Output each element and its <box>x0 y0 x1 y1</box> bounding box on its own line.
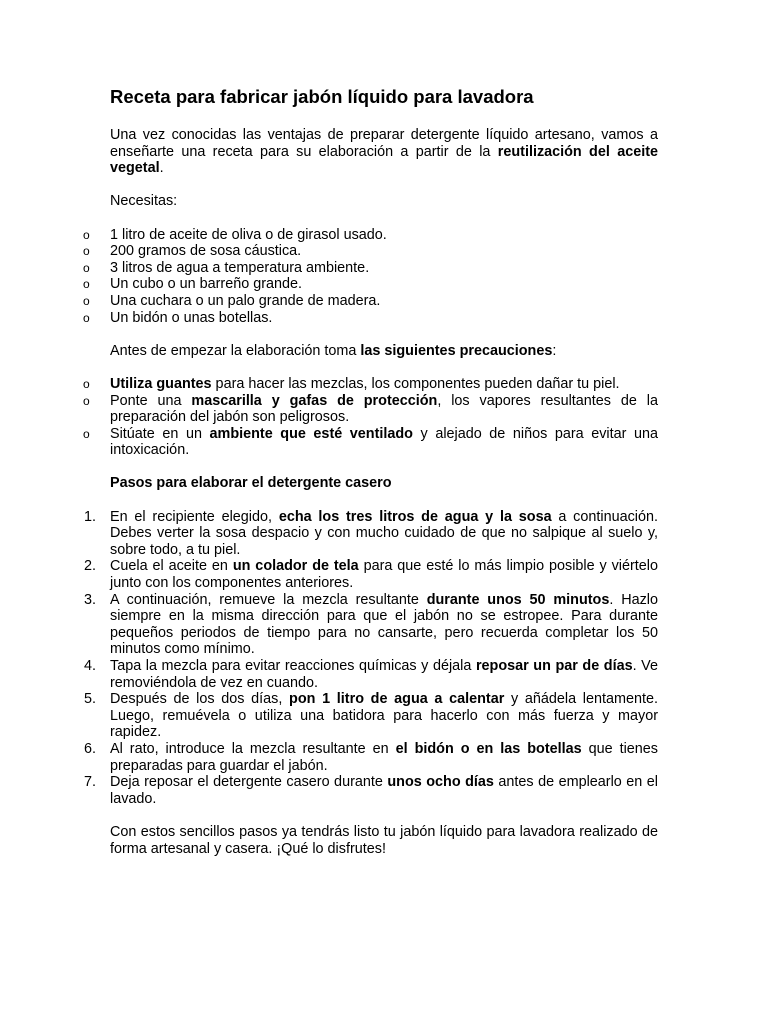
bullet-icon: o <box>83 277 90 292</box>
ingredient-item <box>83 243 658 260</box>
precaution-item <box>83 392 658 426</box>
step-text: Al rato, introduce la mezcla resultante en <box>110 740 396 757</box>
bullet-icon: o <box>83 310 90 325</box>
step-text-end: para que esté lo más limpio posible y viértelo junto con los componentes anteriores. <box>110 558 658 592</box>
step-item <box>84 740 658 774</box>
intro-end: . <box>159 160 164 177</box>
document-page <box>83 86 659 857</box>
bullet-icon: o <box>83 393 90 408</box>
intro-paragraph <box>110 127 658 177</box>
step-number: 3. <box>84 591 97 608</box>
bullet-icon: o <box>83 244 90 259</box>
ingredient-text: 3 litros de agua a temperatura ambiente. <box>110 259 370 276</box>
precaution-text: Ponte una <box>110 392 192 409</box>
step-number: 6. <box>84 740 97 757</box>
bullet-icon: o <box>83 426 90 441</box>
step-text-end: antes de emplearlo en el lavado. <box>110 774 658 807</box>
step-item <box>84 658 658 691</box>
step-text: Después de los dos días, <box>110 691 290 708</box>
ingredient-item <box>83 276 658 293</box>
step-number: 1. <box>84 508 97 525</box>
step-item <box>84 591 658 658</box>
precautions-intro-text: Antes de empezar la elaboración toma <box>110 342 361 359</box>
precautions-intro-bold: las siguientes precauciones <box>360 342 553 359</box>
precaution-text: Sitúate en un <box>110 425 210 442</box>
ingredient-text: 200 gramos de sosa cáustica. <box>110 243 302 260</box>
step-text-end: y añádela lentamente. Luego, remuévela o utiliza una batidora para hacerlo con más fuerza y mayor rapidez. <box>110 691 659 741</box>
steps-title: Pasos para elaborar el detergente casero <box>110 475 392 492</box>
precaution-bold: ambiente que esté ventilado <box>209 425 413 442</box>
ingredient-text: Un bidón o unas botellas. <box>110 309 273 326</box>
step-item <box>84 774 658 807</box>
bullet-icon: o <box>83 260 90 275</box>
ingredient-item <box>83 309 658 327</box>
document-title: Receta para fabricar jabón líquido para lavadora <box>110 86 534 107</box>
step-text: Cuela el aceite en <box>110 558 233 575</box>
precautions-list <box>83 375 658 459</box>
step-text: A continuación, remueve la mezcla resultante <box>110 591 427 608</box>
step-bold: un colador de tela <box>232 558 359 575</box>
step-bold: pon 1 litro de agua a calentar <box>289 691 505 708</box>
intro-text: Una vez conocidas las ventajas de preparar detergente líquido artesano, vamos a enseñarte una receta para su elaboración a partir de la <box>110 127 658 160</box>
precautions-intro-end: : <box>552 342 557 359</box>
ingredient-item <box>83 226 658 244</box>
step-number: 4. <box>84 658 97 674</box>
step-bold: reposar un par de días <box>475 658 633 674</box>
step-number: 2. <box>84 558 97 575</box>
step-text-end: que tienes preparadas para guardar el jabón. <box>110 740 658 774</box>
step-text-end: . Ve removiéndola de vez en cuando. <box>110 658 658 691</box>
bullet-icon: o <box>83 293 90 308</box>
step-number: 5. <box>84 691 97 708</box>
step-bold: echa los tres litros de agua y la sosa <box>278 508 552 525</box>
intro-bold-text: reutilización del aceite vegetal <box>110 143 658 177</box>
step-number: 7. <box>84 774 97 791</box>
step-bold: unos ocho días <box>387 774 494 791</box>
ingredient-text: Un cubo o un barreño grande. <box>110 276 303 293</box>
step-text: Deja reposar el detergente casero durante <box>110 774 388 791</box>
step-bold: el bidón o en las botellas <box>395 740 582 757</box>
step-text-end: . Hazlo siempre en la misma dirección para que el jabón no se estropee. Para durante pequeños periodos de tiempo para no cansarte, pero recuerda completar los 50 minutos como mínimo. <box>110 591 658 658</box>
precaution-bold: Utiliza guantes <box>110 375 212 392</box>
step-item <box>84 691 659 741</box>
ingredient-text: 1 litro de aceite de oliva o de girasol usado. <box>110 226 387 243</box>
precaution-item <box>83 375 658 393</box>
closing-paragraph: Con estos sencillos pasos ya tendrás listo tu jabón líquido para lavadora realizado de forma artesanal y casera. ¡Qué lo disfrutes! <box>110 823 658 857</box>
precaution-text-end: para hacer las mezclas, los componentes pueden dañar tu piel. <box>211 375 620 392</box>
precaution-text-end: y alejado de niños para evitar una intoxicación. <box>110 425 658 459</box>
step-text: En el recipiente elegido, <box>110 508 279 525</box>
bullet-icon: o <box>83 227 90 242</box>
ingredients-list <box>83 226 658 327</box>
steps-list <box>84 508 659 808</box>
step-item <box>84 508 658 559</box>
precautions-intro <box>110 343 658 360</box>
bullet-icon: o <box>83 376 90 391</box>
step-text-end: a continuación. Debes verter la sosa despacio y con mucho cuidado de que no salpique al suelo y, sobre todo, a tu piel. <box>110 508 658 558</box>
step-bold: durante unos 50 minutos <box>426 591 610 608</box>
precaution-item <box>83 425 658 459</box>
step-item <box>84 558 658 592</box>
needs-label: Necesitas: <box>110 193 178 210</box>
step-text: Tapa la mezcla para evitar reacciones químicas y déjala <box>110 658 476 674</box>
precaution-text-end: , los vapores resultantes de la preparación del jabón son peligrosos. <box>110 392 658 426</box>
ingredient-item <box>83 259 658 277</box>
ingredient-item <box>83 292 658 310</box>
precaution-bold: mascarilla y gafas de protección <box>191 392 438 409</box>
ingredient-text: Una cuchara o un palo grande de madera. <box>110 292 381 309</box>
